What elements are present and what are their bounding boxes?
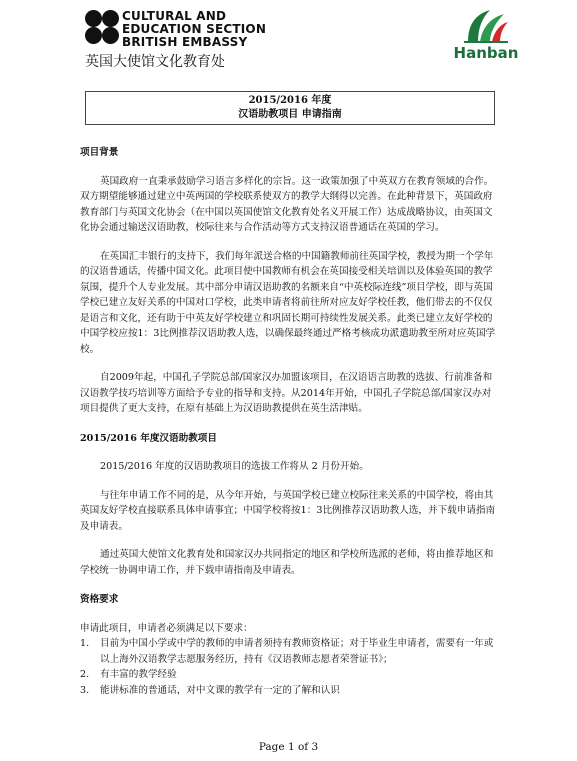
hanban-logo-text: Hanban xyxy=(453,44,519,62)
eligibility-list xyxy=(80,636,498,698)
list-item: 3. 能讲标准的普通话，对中文课的教学有一定的了解和认识 xyxy=(80,684,340,696)
letterhead xyxy=(0,0,577,80)
title-main: 汉语助教项目 申请指南 xyxy=(238,109,342,120)
program-paragraph-1: 2015/2016 年度的汉语助教项目的选拔工作将从 2 月份开始。 xyxy=(100,461,369,472)
eligibility-heading: 资格要求 xyxy=(80,594,119,605)
list-item: 2. 有丰富的教学经验 xyxy=(80,669,177,680)
background-paragraph-1: 英国政府一直秉承鼓励学习语言多样化的宗旨。这一政策加强了中英双方在教育领域的合作。双方期望能够通过建立中英两国的学校联系使双方的教学大纲得以完善。在此种背景下，英国政府教育部门与英国文化协会（在中国以英国使馆文化教育处名义开展工作）达成战略协议，由英国文化协会通过输送汉语助教，校际往来与合作活动等方式支持汉语普通话在英国的学习。 xyxy=(80,175,494,233)
list-item: 1. 目前为中国小学或中学的教师的申请者须持有教师资格证；对于毕业生申请者，需要有一年或以上海外汉语教学志愿服务经历，持有《汉语教师志愿者荣誉证书》； xyxy=(80,638,494,665)
bc-line-3: BRITISH EMBASSY xyxy=(122,35,248,49)
bc-line-2: EDUCATION SECTION xyxy=(122,22,267,36)
eligibility-intro: 申请此项目，申请者必须满足以下要求： xyxy=(80,622,253,634)
hanban-emblem-icon xyxy=(446,6,526,46)
bc-logo-text xyxy=(122,10,266,49)
background-heading: 项目背景 xyxy=(80,147,119,158)
bc-chinese-name: 英国大使馆文化教育处 xyxy=(85,54,225,70)
program-heading: 2015/2016 年度汉语助教项目 xyxy=(80,432,217,444)
hanban-logo xyxy=(446,6,526,62)
bc-line-1: CULTURAL AND xyxy=(122,9,227,23)
document-title-box xyxy=(85,91,495,125)
four-dots-icon xyxy=(85,10,125,50)
background-paragraph-2: 在英国汇丰银行的支持下，我们每年派送合格的中国籍教师前往英国学校，教授为期一个学年的汉语普通话，传播中国文化。此项目使中国教师有机会在英国接受相关培训以及体验英国的教学氛围，提升个人专业发展。其中部分申请汉语助教的名额来自“中英校际连线”项目学校，即与英国学校已建立友好关系的中国对口学校，此类申请者将前往所对应友好学校任教，他们带去的不仅仅是语言和文化，还有助于中英友好学校建立和巩固长期可持续性发展关系。此类已建立友好学校的中国学校应按1：3比例推荐汉语助教人选，以确保最终通过严格考核成功派遣助教至所对应英国学校。 xyxy=(80,250,496,355)
program-paragraph-2: 与往年申请工作不同的是，从今年开始，与英国学校已建立校际往来关系的中国学校，将由其英国友好学校直接联系具体申请事宜；中国学校将按1：3比例推荐汉语助教人选，并下载申请指南及申请表。 xyxy=(80,489,496,532)
page-number: Page 1 of 3 xyxy=(258,741,319,753)
background-paragraph-3: 自2009年起，中国孔子学院总部/国家汉办加盟该项目，在汉语语言助教的选拔、行前准备和汉语教学技巧培训等方面给予专业的指导和支持。从2014年开始，中国孔子学院总部/国家汉办对项目提供了更大支持，在原有基础上为汉语助教提供在英生活津贴。 xyxy=(80,372,493,414)
program-paragraph-3: 通过英国大使馆文化教育处和国家汉办共同指定的地区和学校所选派的老师，将由推荐地区和学校统一协调申请工作，并下载申请指南及申请表。 xyxy=(80,549,494,576)
title-year: 2015/2016 年度 xyxy=(248,95,332,106)
document-body xyxy=(80,145,498,698)
